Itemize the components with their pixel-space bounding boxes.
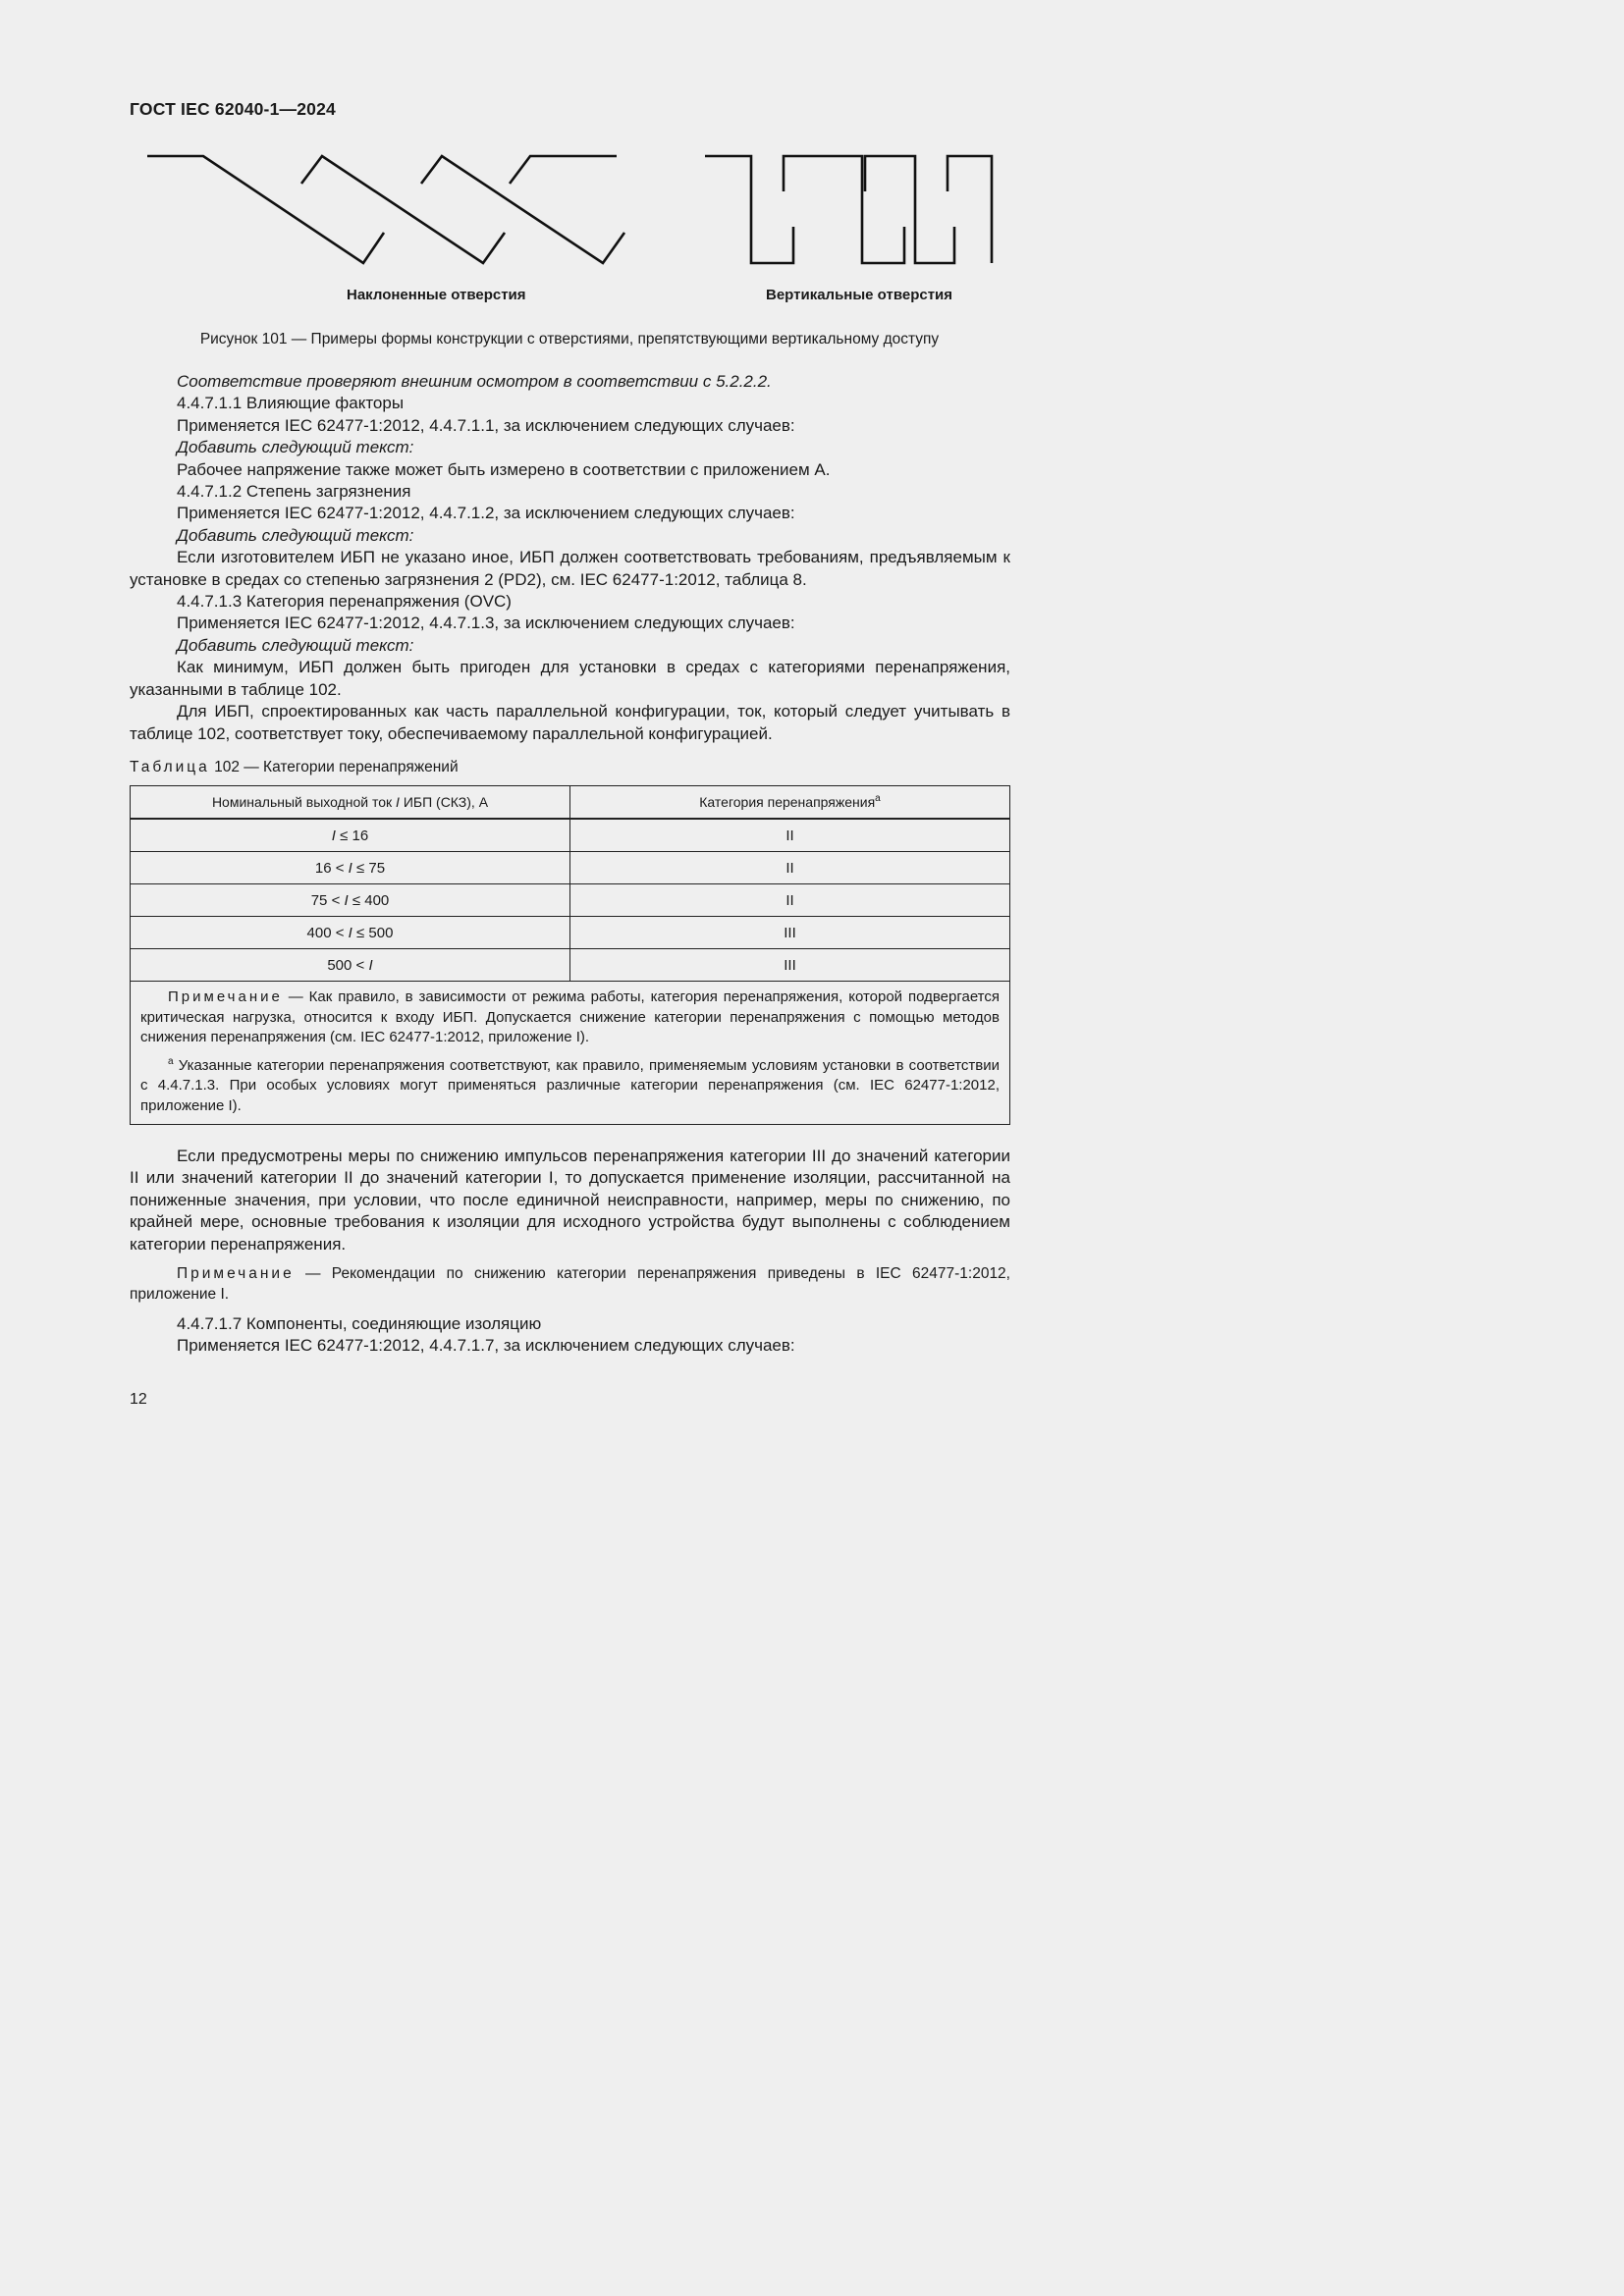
paragraph: Как минимум, ИБП должен быть пригоден для установки в средах с категориями перенапряжения, указанными в таблице 102. (130, 658, 1010, 699)
body-text (130, 371, 1010, 745)
section-heading: 4.4.7.1.2 Степень загрязнения (177, 482, 411, 502)
vertical-openings-shape (705, 156, 793, 263)
paragraph: Рабочее напряжение также может быть измерено в соответствии с приложением А. (177, 459, 831, 479)
vertical-openings-label: Вертикальные отверстия (766, 287, 953, 303)
footnote-marker: a (875, 793, 881, 804)
vertical-openings-shape (784, 156, 904, 263)
paragraph: Соответствие проверяют внешним осмотром в соответствии с 5.2.2.2. (177, 372, 772, 391)
inclined-openings-label: Наклоненные отверстия (347, 287, 526, 303)
table-title-word: Таблица (130, 759, 210, 775)
overvoltage-table (130, 785, 1010, 1125)
paragraph: Добавить следующий текст: (177, 438, 414, 457)
column-header-category (570, 786, 1010, 820)
note-text: — Рекомендации по снижению категории перенапряжения приведены в IEC 62477-1:2012, приложение I. (130, 1265, 1010, 1304)
table-title-text: 102 — Категории перенапряжений (209, 759, 459, 775)
inclined-openings-shape (421, 156, 624, 263)
paragraph: Добавить следующий текст: (177, 635, 414, 655)
current-cell: 75 < I ≤ 400 (131, 884, 570, 917)
current-cell: I ≤ 16 (131, 819, 570, 852)
footnote-mark: a (168, 1055, 174, 1067)
note-paragraph (130, 1263, 1010, 1305)
footnote-text: Указанные категории перенапряжения соответствуют, как правило, применяемым условиям установки в соответствии с 4.4.7.1.3. При особых условиях могут применяться различные категории перенапряжения (см. IEC 62477-1:2012, приложение I). (140, 1056, 1000, 1114)
table-row (131, 917, 1010, 949)
column-header-current: Номинальный выходной ток I ИБП (СКЗ), А (131, 786, 570, 820)
paragraph: Применяется IEC 62477-1:2012, 4.4.7.1.3, за исключением следующих случаев: (177, 614, 795, 633)
category-cell: III (570, 949, 1010, 982)
table-row (131, 819, 1010, 852)
section-heading: 4.4.7.1.3 Категория перенапряжения (OVC) (177, 592, 512, 612)
table-row (131, 949, 1010, 982)
note-word: Примечание (177, 1265, 295, 1283)
paragraph: Применяется IEC 62477-1:2012, 4.4.7.1.2, за исключением следующих случаев: (177, 504, 795, 523)
current-cell: 16 < I ≤ 75 (131, 852, 570, 884)
paragraph: Применяется IEC 62477-1:2012, 4.4.7.1.7, за исключением следующих случаев: (177, 1336, 795, 1356)
vertical-openings-shape (865, 156, 954, 263)
table-row (131, 884, 1010, 917)
category-cell: II (570, 819, 1010, 852)
paragraph: Если изготовителем ИБП не указано иное, ИБП должен соответствовать требованиям, предъявляемым к установке в средах со степенью загрязнения 2 (PD2), см. IEC 62477-1:2012, таблица 8. (130, 548, 1010, 589)
table-title (130, 759, 459, 776)
paragraph: Добавить следующий текст: (177, 525, 414, 545)
table-footnote (140, 1056, 1000, 1117)
after-table-text (130, 1146, 1010, 1358)
note-text: — Как правило, в зависимости от режима работы, категория перенапряжения, которой подвергается критическая нагрузка, относится к входу ИБП. Допускается снижение категории перенапряжения с помощью методов снижения перенапряжения (см. IEC 62477-1:2012, приложение I). (140, 988, 1000, 1045)
table-notes (131, 982, 1010, 1125)
current-cell: 400 < I ≤ 500 (131, 917, 570, 949)
table-row (131, 852, 1010, 884)
current-cell: 500 < I (131, 949, 570, 982)
section-heading: 4.4.7.1.7 Компоненты, соединяющие изоляцию (177, 1314, 542, 1334)
table-note (140, 988, 1000, 1048)
figure-101-drawing (0, 0, 1089, 294)
column-header-category-text: Категория перенапряжения (699, 794, 876, 810)
category-cell: II (570, 884, 1010, 917)
paragraph: Для ИБП, спроектированных как часть параллельной конфигурации, ток, который следует учитывать в таблице 102, соответствует току, обеспечиваемому параллельной конфигурацией. (130, 702, 1010, 743)
figure-caption: Рисунок 101 — Примеры формы конструкции с отверстиями, препятствующими вертикальному доступу (199, 331, 940, 347)
paragraph: Если предусмотрены меры по снижению импульсов перенапряжения категории III до значений категории II или значений категории II до значений категории I, то допускается применение изоляции, рассчитанной на пониженные значения, при условии, что после единичной неисправности, например, меры по снижению, по крайней мере, основные требования к изоляции для исходного устройства будут выполнены с соблюдением категории перенапряжения. (130, 1147, 1010, 1254)
inclined-openings-shape (510, 156, 617, 184)
page-number: 12 (130, 1391, 147, 1408)
category-cell: III (570, 917, 1010, 949)
note-word: Примечание (168, 988, 283, 1005)
section-heading: 4.4.7.1.1 Влияющие факторы (177, 394, 405, 413)
category-cell: II (570, 852, 1010, 884)
document-header: ГОСТ IEC 62040-1—2024 (130, 99, 336, 119)
paragraph: Применяется IEC 62477-1:2012, 4.4.7.1.1, за исключением следующих случаев: (177, 415, 795, 435)
inclined-openings-shape (301, 156, 505, 263)
